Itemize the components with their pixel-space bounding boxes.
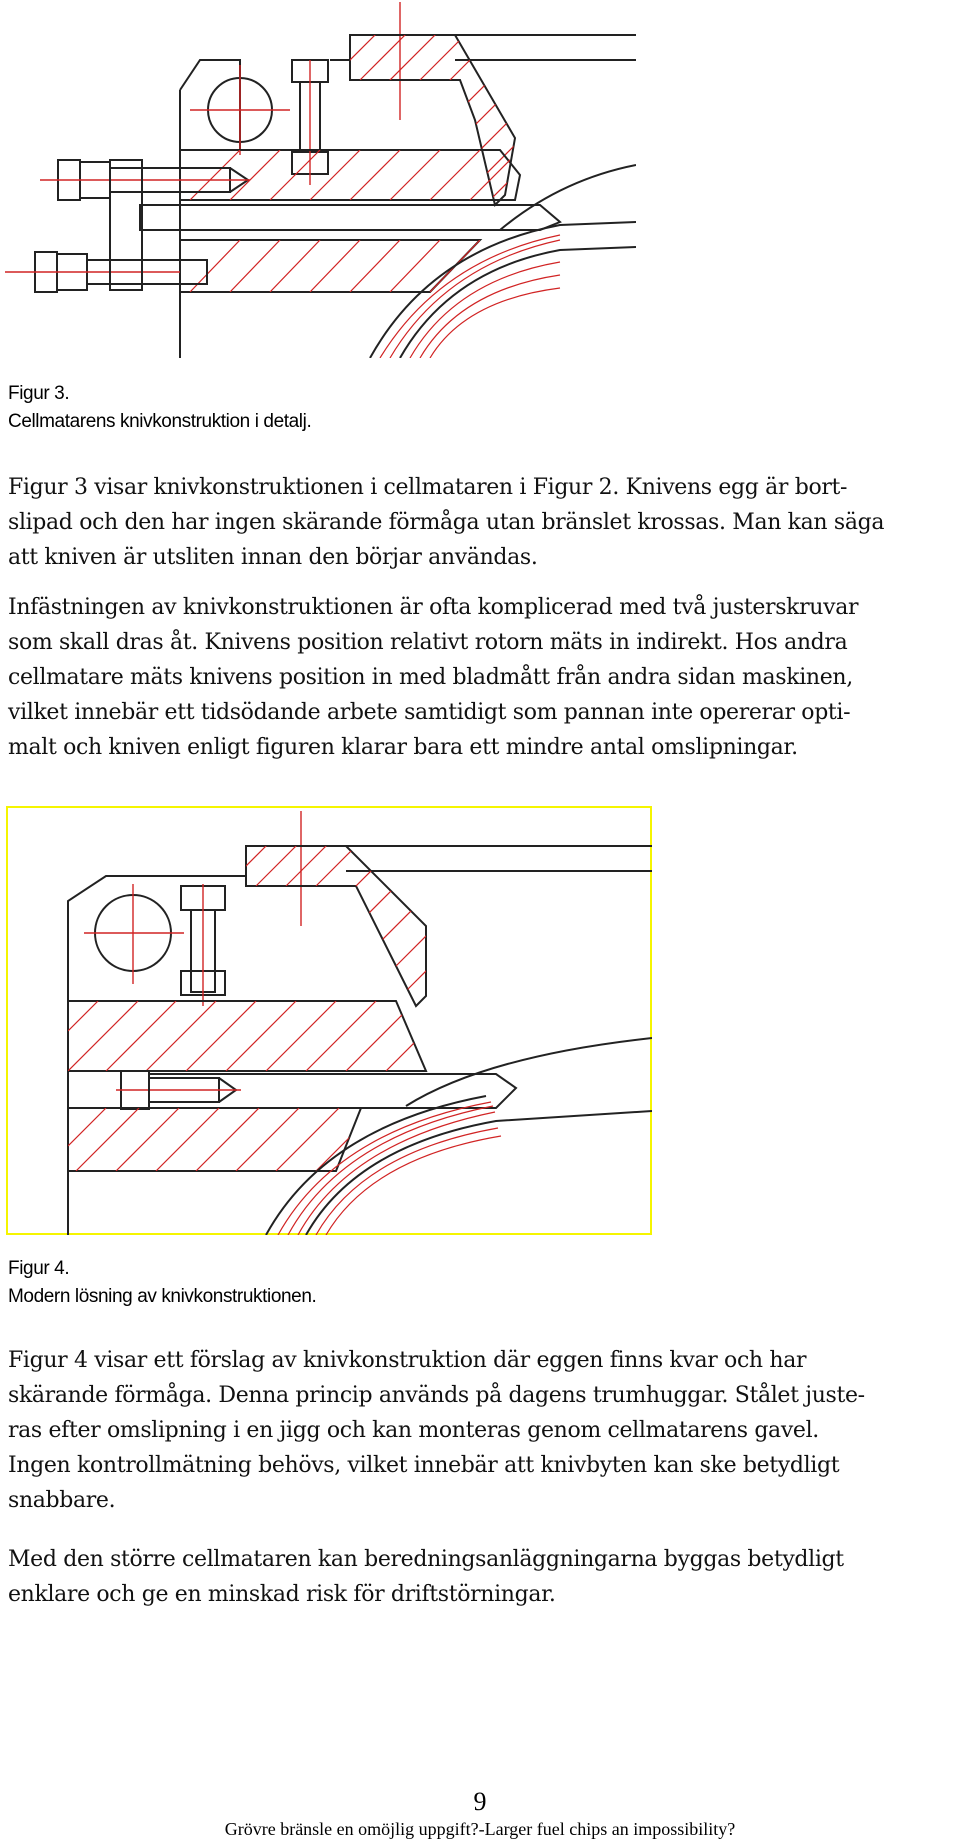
paragraph-line: cellmatare mäts knivens position in med bladmått från andra sidan maskinen, xyxy=(8,665,853,690)
figure-3-caption-number: Figur 3. xyxy=(8,383,70,404)
paragraph-line: enklare och ge en minskad risk för driftstörningar. xyxy=(8,1582,556,1607)
paragraph-3 xyxy=(8,1343,958,1518)
figure-4-caption-text: Modern lösning av knivkonstruktionen. xyxy=(8,1286,317,1307)
paragraph-line: vilket innebär ett tidsödande arbete samtidigt som pannan inte opererar opti- xyxy=(8,700,851,725)
paragraph-2 xyxy=(8,590,958,765)
paragraph-line: som skall dras åt. Knivens position relativt rotorn mäts in indirekt. Hos andra xyxy=(8,630,848,655)
paragraph-line: Infästningen av knivkonstruktionen är ofta komplicerad med två justerskruvar xyxy=(8,595,859,620)
page-number: 9 xyxy=(473,1787,487,1816)
paragraph-line: Med den större cellmataren kan beredningsanläggningarna byggas betydligt xyxy=(8,1547,844,1572)
paragraph-line: att kniven är utsliten innan den börjar användas. xyxy=(8,545,538,570)
paragraph-1 xyxy=(8,470,958,575)
figure-3-caption-text: Cellmatarens knivkonstruktion i detalj. xyxy=(8,411,312,432)
figure-4-drawing xyxy=(6,806,652,1235)
figure-3-drawing xyxy=(0,0,636,358)
paragraph-line: skärande förmåga. Denna princip används på dagens trumhuggar. Stålet juste- xyxy=(8,1383,865,1408)
paragraph-line: malt och kniven enligt figuren klarar bara ett mindre antal omslipningar. xyxy=(8,735,798,760)
paragraph-line: Figur 3 visar knivkonstruktionen i cellmataren i Figur 2. Knivens egg är bort- xyxy=(8,475,848,500)
paragraph-4 xyxy=(8,1542,958,1612)
paragraph-line: snabbare. xyxy=(8,1488,116,1513)
page-footer: Grövre bränsle en omöjlig uppgift?-Larger fuel chips an impossibility? xyxy=(224,1819,736,1839)
paragraph-line: Ingen kontrollmätning behövs, vilket innebär att knivbyten kan ske betydligt xyxy=(8,1453,840,1478)
figure-4-caption-number: Figur 4. xyxy=(8,1258,70,1279)
paragraph-line: slipad och den har ingen skärande förmåga utan bränslet krossas. Man kan säga xyxy=(8,510,885,535)
paragraph-line: ras efter omslipning i en jigg och kan monteras genom cellmatarens gavel. xyxy=(8,1418,819,1443)
paragraph-line: Figur 4 visar ett förslag av knivkonstruktion där eggen finns kvar och har xyxy=(8,1348,807,1373)
